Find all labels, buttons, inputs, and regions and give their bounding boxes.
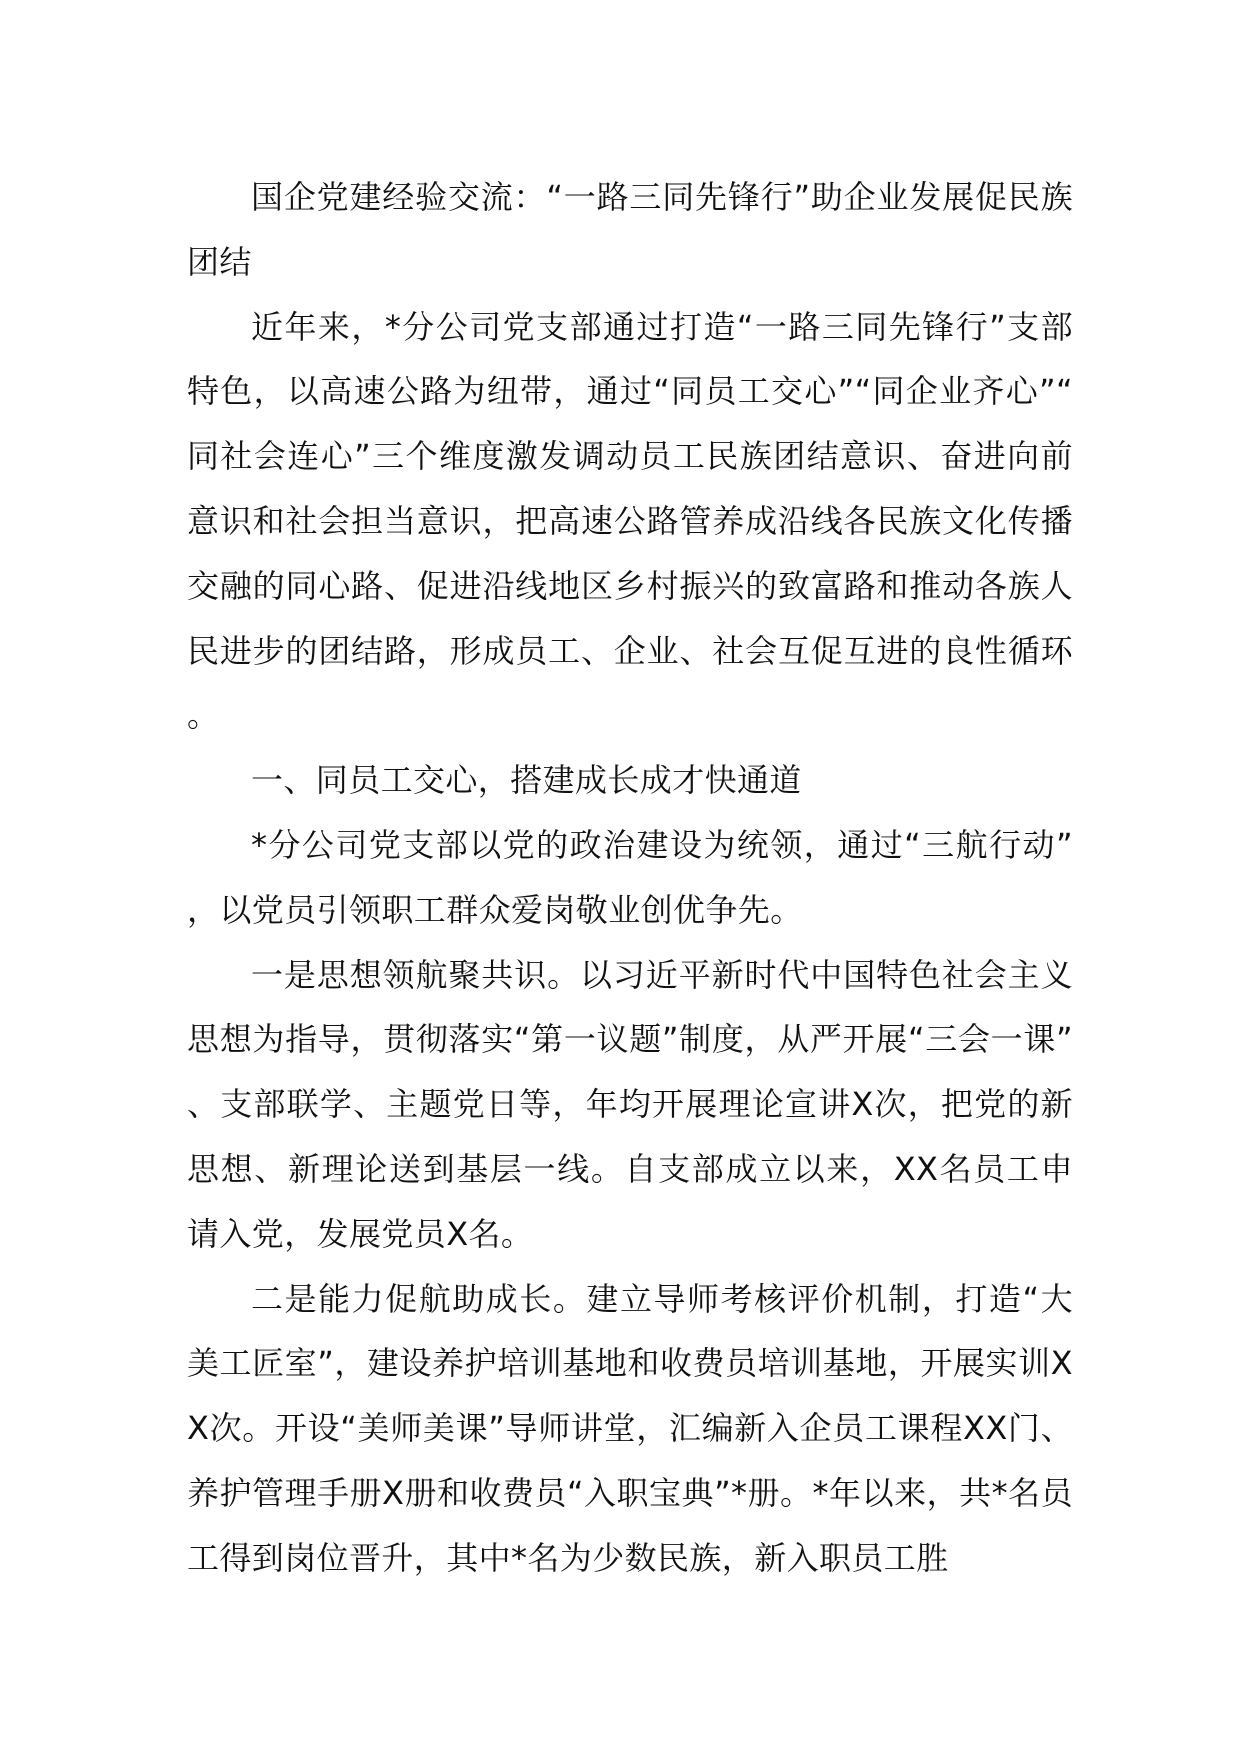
paragraph-point-2: 二是能力促航助成长。建立导师考核评价机制，打造“大美工匠室”，建设养护培训基地和收费员培训基地，开展实训XX次。开设“美师美课”导师讲堂，汇编新入企员工课程XX门、养护管理手册X册和收费员“入职宝典”*册。*年以来，共*名员工得到岗位晋升，其中*名为少数民族，新入职员工胜 xyxy=(187,1279,1073,1577)
section-heading-1: 一、同员工交心，搭建成长成才快通道 xyxy=(251,761,802,800)
paragraph-section-1-intro: *分公司党支部以党的政治建设为统领，通过“三航行动”，以党员引领职工群众爱岗敬业创优争先。 xyxy=(187,825,1073,929)
document-body xyxy=(187,165,1073,1591)
document-title: 国企党建经验交流：“一路三同先锋行”助企业发展促民族团结 xyxy=(187,178,1073,281)
paragraph-intro: 近年来，*分公司党支部通过打造“一路三同先锋行”支部特色，以高速公路为纽带，通过“同员工交心”“同企业齐心”“同社会连心”三个维度激发调动员工民族团结意识、奋进向前意识和社会担当意识，把高速公路管养成沿线各民族文化传播交融的同心路、促进沿线地区乡村振兴的致富路和推动各族人民进步的团结路，形成员工、企业、社会互促互进的良性循环。 xyxy=(187,307,1073,735)
paragraph-point-1: 一是思想领航聚共识。以习近平新时代中国特色社会主义思想为指导，贯彻落实“第一议题”制度，从严开展“三会一课”、支部联学、主题党日等，年均开展理论宣讲X次，把党的新思想、新理论送到基层一线。自支部成立以来，XX名员工申请入党，发展党员X名。 xyxy=(187,955,1073,1253)
